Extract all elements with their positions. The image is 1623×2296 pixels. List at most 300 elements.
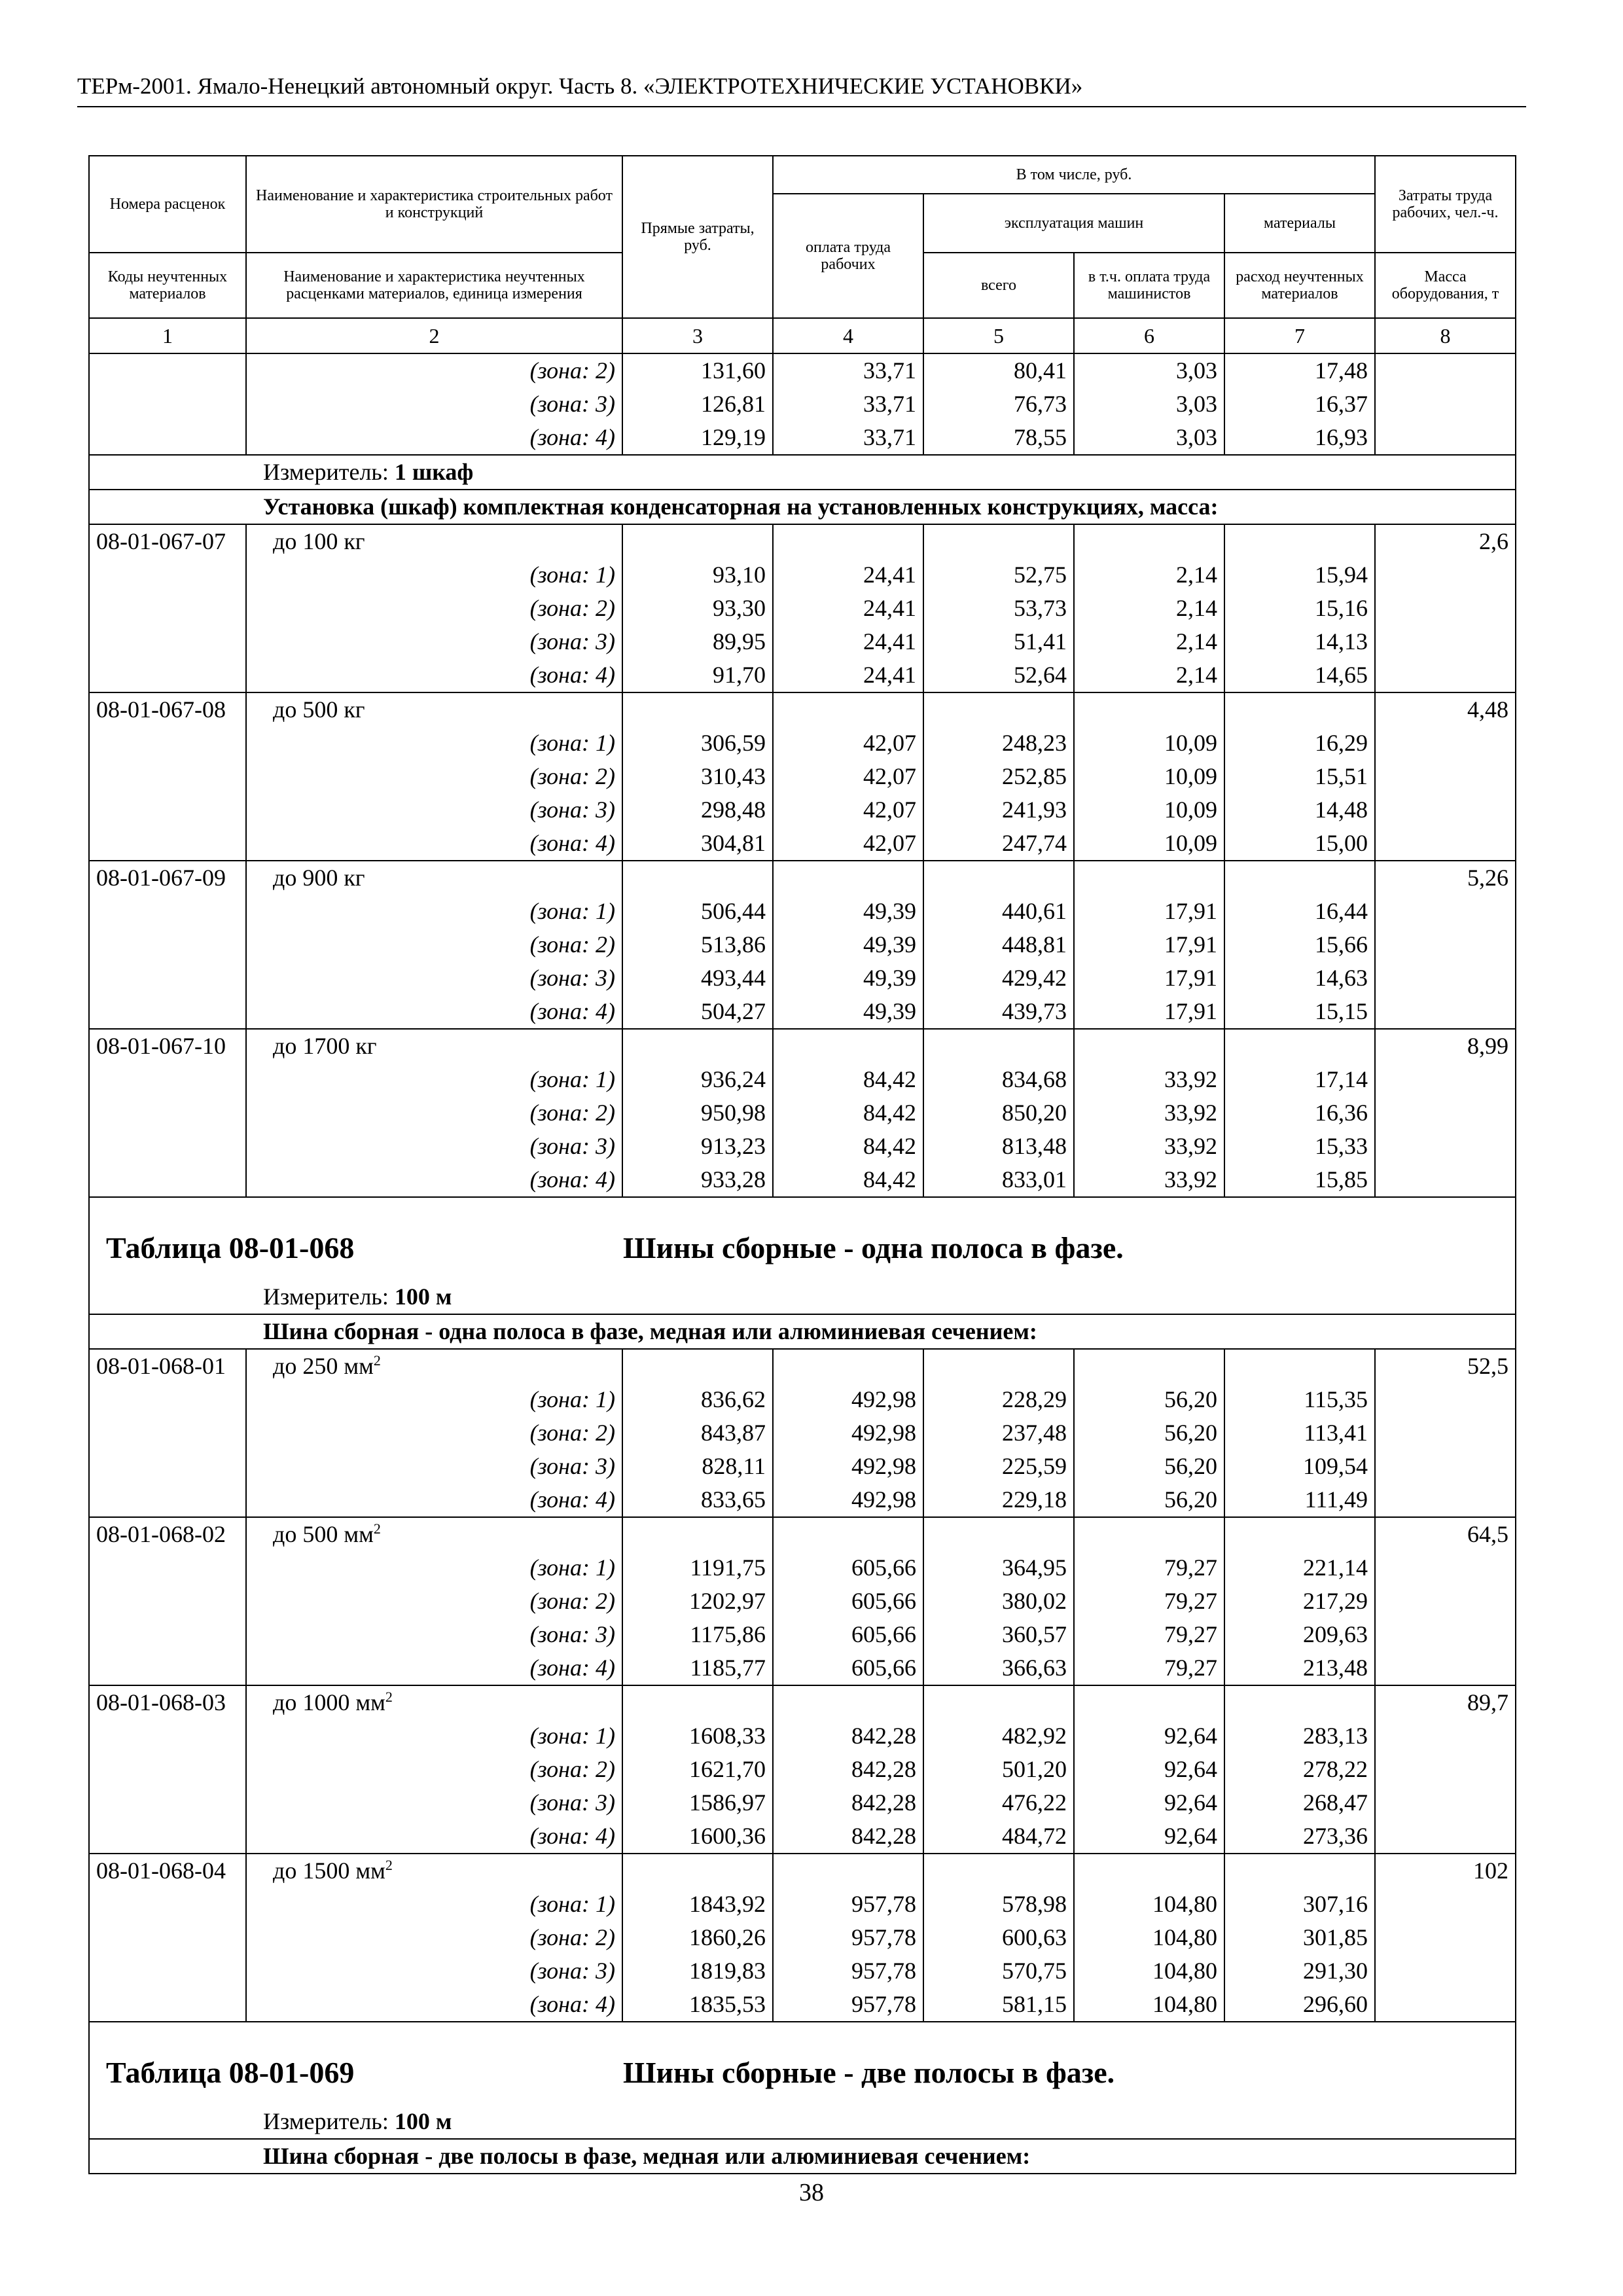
empty-cell (923, 692, 1074, 726)
value-cell: 92,64 (1074, 1786, 1224, 1820)
section-heading: Шина сборная - одна полоса в фазе, медная или алюминиевая сечением: (89, 1314, 1516, 1349)
code-cell (89, 827, 246, 861)
item-name-text: до 100 кг (273, 528, 365, 554)
zone-row (89, 895, 1516, 928)
value-cell: 33,92 (1074, 1130, 1224, 1163)
value-cell: 1843,92 (622, 1888, 773, 1921)
meter-row (89, 455, 1516, 490)
value-cell: 79,27 (1074, 1551, 1224, 1585)
value-cell: 10,09 (1074, 760, 1224, 793)
value-cell: 56,20 (1074, 1416, 1224, 1450)
meter-row (89, 1280, 1516, 1314)
value-cell: 570,75 (923, 1954, 1074, 1988)
value-cell: 1600,36 (622, 1820, 773, 1854)
mass-cell (1375, 928, 1516, 961)
code-cell (89, 1651, 246, 1685)
item-code: 08-01-068-01 (89, 1349, 246, 1383)
value-cell: 17,91 (1074, 928, 1224, 961)
zone-row (89, 1921, 1516, 1954)
document-header: ТЕРм-2001. Ямало-Ненецкий автономный округ. Часть 8. «ЭЛЕКТРОТЕХНИЧЕСКИЕ УСТАНОВКИ» (77, 71, 1526, 107)
zone-label: (зона: 3) (246, 1954, 622, 1988)
value-cell: 17,91 (1074, 895, 1224, 928)
value-cell: 15,85 (1224, 1163, 1375, 1197)
code-cell (89, 1585, 246, 1618)
value-cell: 578,98 (923, 1888, 1074, 1921)
item-row (89, 1854, 1516, 1888)
item-name (246, 1854, 622, 1888)
value-cell: 1175,86 (622, 1618, 773, 1651)
empty-cell (622, 1685, 773, 1719)
zone-label: (зона: 2) (246, 353, 622, 387)
empty-cell (773, 1517, 923, 1551)
code-cell (89, 592, 246, 625)
value-cell: 304,81 (622, 827, 773, 861)
value-cell: 16,37 (1224, 387, 1375, 421)
meter-cell (89, 455, 1516, 490)
col5-header: всего (923, 253, 1074, 318)
value-cell: 213,48 (1224, 1651, 1375, 1685)
value-cell: 600,63 (923, 1921, 1074, 1954)
zone-row (89, 1163, 1516, 1197)
column-number: 3 (622, 318, 773, 353)
value-cell: 14,63 (1224, 961, 1375, 995)
zone-row (89, 658, 1516, 692)
meter-value: 1 шкаф (394, 459, 474, 485)
table-title: Таблица 08-01-069 (106, 2055, 355, 2089)
section-heading: Шина сборная - две полосы в фазе, медная или алюминиевая сечением: (89, 2139, 1516, 2174)
page-number: 38 (799, 2179, 824, 2206)
value-cell: 221,14 (1224, 1551, 1375, 1585)
value-cell: 1819,83 (622, 1954, 773, 1988)
value-cell: 957,78 (773, 1954, 923, 1988)
zone-row (89, 1888, 1516, 1921)
code-cell (89, 1383, 246, 1416)
value-cell: 217,29 (1224, 1585, 1375, 1618)
value-cell: 1191,75 (622, 1551, 773, 1585)
value-cell: 131,60 (622, 353, 773, 387)
value-cell: 291,30 (1224, 1954, 1375, 1988)
value-cell: 605,66 (773, 1618, 923, 1651)
value-cell: 842,28 (773, 1786, 923, 1820)
value-cell: 278,22 (1224, 1753, 1375, 1786)
mass-cell (1375, 1450, 1516, 1483)
empty-cell (1074, 524, 1224, 558)
item-name-superscript: 2 (385, 1857, 393, 1873)
table-title-cell (89, 1197, 1516, 1280)
column-number: 2 (246, 318, 622, 353)
mass-cell (1375, 1585, 1516, 1618)
zone-label: (зона: 1) (246, 1063, 622, 1096)
empty-cell (622, 692, 773, 726)
code-cell (89, 1551, 246, 1585)
value-cell: 268,47 (1224, 1786, 1375, 1820)
code-cell (89, 1063, 246, 1096)
zone-row (89, 1585, 1516, 1618)
zone-label: (зона: 4) (246, 1651, 622, 1685)
zone-row (89, 387, 1516, 421)
value-cell: 506,44 (622, 895, 773, 928)
value-cell: 33,71 (773, 353, 923, 387)
code-cell (89, 558, 246, 592)
code-cell (89, 1820, 246, 1854)
code-cell (89, 1096, 246, 1130)
value-cell: 16,44 (1224, 895, 1375, 928)
value-cell: 42,07 (773, 793, 923, 827)
value-cell: 605,66 (773, 1585, 923, 1618)
value-cell: 17,14 (1224, 1063, 1375, 1096)
empty-cell (1074, 1029, 1224, 1063)
value-cell: 492,98 (773, 1383, 923, 1416)
value-cell: 93,10 (622, 558, 773, 592)
mass-cell (1375, 1096, 1516, 1130)
value-cell: 49,39 (773, 961, 923, 995)
code-cell (89, 1921, 246, 1954)
value-cell: 513,86 (622, 928, 773, 961)
value-cell: 129,19 (622, 421, 773, 455)
value-cell: 49,39 (773, 928, 923, 961)
code-cell (89, 1954, 246, 1988)
value-cell: 237,48 (923, 1416, 1074, 1450)
value-cell: 209,63 (1224, 1618, 1375, 1651)
mass-cell (1375, 726, 1516, 760)
value-cell: 3,03 (1074, 353, 1224, 387)
mass-cell (1375, 961, 1516, 995)
value-cell: 310,43 (622, 760, 773, 793)
price-table (88, 155, 1516, 2174)
empty-cell (1224, 1685, 1375, 1719)
zone-label: (зона: 4) (246, 658, 622, 692)
column-number: 6 (1074, 318, 1224, 353)
value-cell: 42,07 (773, 827, 923, 861)
zone-label: (зона: 4) (246, 1483, 622, 1517)
value-cell: 247,74 (923, 827, 1074, 861)
zone-row (89, 1988, 1516, 2022)
zone-label: (зона: 4) (246, 995, 622, 1029)
zone-row (89, 961, 1516, 995)
value-cell: 957,78 (773, 1888, 923, 1921)
mass-cell (1375, 1954, 1516, 1988)
value-cell: 10,09 (1074, 827, 1224, 861)
value-cell: 1621,70 (622, 1753, 773, 1786)
code-cell (89, 1450, 246, 1483)
value-cell: 92,64 (1074, 1719, 1224, 1753)
value-cell: 2,14 (1074, 592, 1224, 625)
mass-cell (1375, 793, 1516, 827)
zone-row (89, 726, 1516, 760)
value-cell: 364,95 (923, 1551, 1074, 1585)
item-name-superscript: 2 (373, 1520, 381, 1537)
mass-cell (1375, 1820, 1516, 1854)
value-cell: 15,66 (1224, 928, 1375, 961)
value-cell: 1835,53 (622, 1988, 773, 2022)
mass-cell (1375, 592, 1516, 625)
item-code: 08-01-068-03 (89, 1685, 246, 1719)
meter-row (89, 2105, 1516, 2139)
zone-label: (зона: 3) (246, 961, 622, 995)
zone-row (89, 1719, 1516, 1753)
code-cell (89, 1988, 246, 2022)
value-cell: 1608,33 (622, 1719, 773, 1753)
item-name (246, 1517, 622, 1551)
value-cell: 92,64 (1074, 1820, 1224, 1854)
value-cell: 833,01 (923, 1163, 1074, 1197)
table-title-row (89, 2022, 1516, 2105)
zone-row (89, 827, 1516, 861)
value-cell: 16,36 (1224, 1096, 1375, 1130)
code-cell (89, 995, 246, 1029)
value-cell: 836,62 (622, 1383, 773, 1416)
zone-label: (зона: 2) (246, 1753, 622, 1786)
mass-cell (1375, 1483, 1516, 1517)
code-cell (89, 1483, 246, 1517)
value-cell: 301,85 (1224, 1921, 1375, 1954)
code-cell (89, 1888, 246, 1921)
item-mass: 64,5 (1375, 1517, 1516, 1551)
mass-cell (1375, 1416, 1516, 1450)
item-code: 08-01-067-08 (89, 692, 246, 726)
code-cell (89, 793, 246, 827)
value-cell: 484,72 (923, 1820, 1074, 1854)
zone-label: (зона: 2) (246, 760, 622, 793)
value-cell: 241,93 (923, 793, 1074, 827)
empty-cell (773, 1029, 923, 1063)
zone-row (89, 1130, 1516, 1163)
zone-row (89, 625, 1516, 658)
value-cell: 42,07 (773, 726, 923, 760)
code-cell (89, 1416, 246, 1450)
item-name-text: до 500 мм (273, 1521, 374, 1547)
zone-label: (зона: 2) (246, 1416, 622, 1450)
empty-cell (1224, 1517, 1375, 1551)
mass-cell (1375, 1163, 1516, 1197)
zone-label: (зона: 2) (246, 1585, 622, 1618)
item-mass: 4,48 (1375, 692, 1516, 726)
col3-header: Прямые затраты, руб. (622, 156, 773, 318)
value-cell: 1860,26 (622, 1921, 773, 1954)
value-cell: 89,95 (622, 625, 773, 658)
col6-header: в т.ч. оплата труда машинистов (1074, 253, 1224, 318)
code-cell (89, 726, 246, 760)
zone-label: (зона: 3) (246, 1450, 622, 1483)
item-name-text: до 1500 мм (273, 1857, 385, 1884)
column-number: 5 (923, 318, 1074, 353)
value-cell: 439,73 (923, 995, 1074, 1029)
empty-cell (622, 1029, 773, 1063)
meter-label: Измеритель: (263, 1283, 389, 1310)
empty-cell (1224, 1029, 1375, 1063)
value-cell: 306,59 (622, 726, 773, 760)
item-mass: 102 (1375, 1854, 1516, 1888)
item-name-text: до 500 кг (273, 696, 365, 723)
value-cell: 10,09 (1074, 726, 1224, 760)
empty-cell (1224, 1854, 1375, 1888)
value-cell: 366,63 (923, 1651, 1074, 1685)
empty-cell (1074, 1685, 1224, 1719)
mass-cell (1375, 625, 1516, 658)
item-name-superscript: 2 (385, 1689, 393, 1705)
value-cell: 16,93 (1224, 421, 1375, 455)
empty-cell (773, 1349, 923, 1383)
col8-header-bottom: Масса оборудования, т (1375, 253, 1516, 318)
value-cell: 56,20 (1074, 1483, 1224, 1517)
item-mass: 8,99 (1375, 1029, 1516, 1063)
value-cell: 104,80 (1074, 1888, 1224, 1921)
empty-cell (622, 1517, 773, 1551)
zone-label: (зона: 1) (246, 1551, 622, 1585)
zone-row (89, 1786, 1516, 1820)
zone-row (89, 1954, 1516, 1988)
col2-header-top: Наименование и характеристика строительных работ и конструкций (246, 156, 622, 253)
mass-cell (1375, 658, 1516, 692)
item-mass: 89,7 (1375, 1685, 1516, 1719)
item-row (89, 524, 1516, 558)
empty-cell (1074, 1854, 1224, 1888)
value-cell: 850,20 (923, 1096, 1074, 1130)
value-cell: 15,33 (1224, 1130, 1375, 1163)
value-cell: 52,64 (923, 658, 1074, 692)
table-body (89, 156, 1516, 2174)
zone-row (89, 793, 1516, 827)
item-name (246, 524, 622, 558)
value-cell: 15,16 (1224, 592, 1375, 625)
zone-label: (зона: 4) (246, 827, 622, 861)
value-cell: 493,44 (622, 961, 773, 995)
empty-cell (1224, 1349, 1375, 1383)
code-cell (89, 961, 246, 995)
item-mass: 52,5 (1375, 1349, 1516, 1383)
value-cell: 2,14 (1074, 625, 1224, 658)
item-name (246, 861, 622, 895)
value-cell: 957,78 (773, 1988, 923, 2022)
zone-row (89, 558, 1516, 592)
value-cell: 813,48 (923, 1130, 1074, 1163)
item-name-text: до 1700 кг (273, 1033, 377, 1059)
value-cell: 84,42 (773, 1130, 923, 1163)
value-cell: 51,41 (923, 625, 1074, 658)
code-cell (89, 760, 246, 793)
mass-cell (1375, 1063, 1516, 1096)
value-cell: 14,13 (1224, 625, 1375, 658)
value-cell: 501,20 (923, 1753, 1074, 1786)
code-cell (89, 1163, 246, 1197)
empty-cell (622, 1854, 773, 1888)
value-cell: 24,41 (773, 558, 923, 592)
item-name (246, 1685, 622, 1719)
item-name-text: до 1000 мм (273, 1689, 385, 1715)
item-row (89, 1685, 1516, 1719)
zone-row (89, 1096, 1516, 1130)
mass-cell (1375, 1888, 1516, 1921)
exploitation-header: эксплуатация машин (923, 194, 1224, 253)
value-cell: 10,09 (1074, 793, 1224, 827)
zone-row (89, 1483, 1516, 1517)
zone-label: (зона: 2) (246, 928, 622, 961)
value-cell: 15,00 (1224, 827, 1375, 861)
value-cell: 1586,97 (622, 1786, 773, 1820)
value-cell: 380,02 (923, 1585, 1074, 1618)
empty-cell (923, 1517, 1074, 1551)
empty-cell (923, 1685, 1074, 1719)
value-cell: 482,92 (923, 1719, 1074, 1753)
value-cell: 228,29 (923, 1383, 1074, 1416)
item-code: 08-01-067-10 (89, 1029, 246, 1063)
value-cell: 84,42 (773, 1163, 923, 1197)
code-cell (89, 895, 246, 928)
col1-header-bottom: Коды неучтенных материалов (89, 253, 246, 318)
section-heading-row (89, 2139, 1516, 2174)
empty-cell (622, 861, 773, 895)
item-name (246, 1349, 622, 1383)
value-cell: 104,80 (1074, 1954, 1224, 1988)
zone-label: (зона: 1) (246, 895, 622, 928)
empty-cell (773, 1685, 923, 1719)
value-cell: 33,71 (773, 387, 923, 421)
zone-label: (зона: 2) (246, 1096, 622, 1130)
code-cell (89, 353, 246, 387)
zone-row (89, 1551, 1516, 1585)
zone-row (89, 1753, 1516, 1786)
item-code: 08-01-068-02 (89, 1517, 246, 1551)
zone-label: (зона: 3) (246, 1130, 622, 1163)
empty-cell (923, 1854, 1074, 1888)
value-cell: 3,03 (1074, 421, 1224, 455)
zone-row (89, 760, 1516, 793)
value-cell: 296,60 (1224, 1988, 1375, 2022)
empty-cell (622, 524, 773, 558)
zone-row (89, 1651, 1516, 1685)
value-cell: 24,41 (773, 625, 923, 658)
mass-cell (1375, 1921, 1516, 1954)
value-cell: 843,87 (622, 1416, 773, 1450)
mass-cell (1375, 558, 1516, 592)
zone-label: (зона: 3) (246, 625, 622, 658)
value-cell: 109,54 (1224, 1450, 1375, 1483)
section-heading-row (89, 490, 1516, 524)
item-mass: 5,26 (1375, 861, 1516, 895)
item-name-text: до 250 мм (273, 1353, 374, 1379)
code-cell (89, 1719, 246, 1753)
empty-cell (773, 1854, 923, 1888)
value-cell: 79,27 (1074, 1651, 1224, 1685)
zone-label: (зона: 1) (246, 558, 622, 592)
value-cell: 15,94 (1224, 558, 1375, 592)
value-cell: 92,64 (1074, 1753, 1224, 1786)
item-code: 08-01-068-04 (89, 1854, 246, 1888)
value-cell: 833,65 (622, 1483, 773, 1517)
item-row (89, 1517, 1516, 1551)
meter-label: Измеритель: (263, 459, 389, 485)
mass-cell (1375, 1551, 1516, 1585)
item-row (89, 1349, 1516, 1383)
value-cell: 79,27 (1074, 1618, 1224, 1651)
mass-cell (1375, 387, 1516, 421)
value-cell: 78,55 (923, 421, 1074, 455)
item-row (89, 1029, 1516, 1063)
table-title-row (89, 1197, 1516, 1280)
col4-header: оплата труда рабочих (773, 194, 923, 318)
zone-label: (зона: 2) (246, 1921, 622, 1954)
empty-cell (1224, 861, 1375, 895)
value-cell: 33,92 (1074, 1163, 1224, 1197)
zone-row (89, 353, 1516, 387)
empty-cell (1074, 861, 1224, 895)
value-cell: 15,51 (1224, 760, 1375, 793)
value-cell: 913,23 (622, 1130, 773, 1163)
empty-cell (923, 1349, 1074, 1383)
value-cell: 93,30 (622, 592, 773, 625)
value-cell: 448,81 (923, 928, 1074, 961)
value-cell: 16,29 (1224, 726, 1375, 760)
